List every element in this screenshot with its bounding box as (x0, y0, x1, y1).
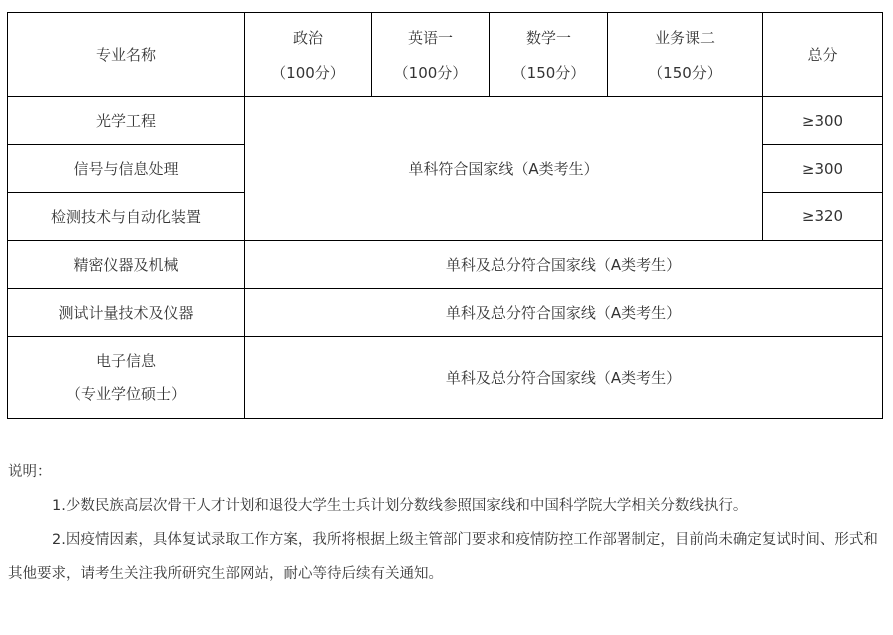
merged-requirement-cell: 单科符合国家线（A类考生） (245, 97, 763, 240)
header-math-score: （150分） (511, 63, 586, 82)
header-total: 总分 (763, 13, 883, 97)
header-professional-label: 业务课二 (654, 28, 715, 47)
score-table (7, 12, 883, 419)
header-english (372, 13, 490, 97)
note-item-2: 2.因疫情因素，具体复试录取工作方案，我所将根据上级主管部门要求和疫情防控工作部署制定，目前尚未确定复试时间、形式和其他要求，请考生关注我所研究生部网站，耐心等待后续有关通知。 (8, 532, 878, 582)
total-cell: ≥320 (763, 193, 883, 241)
major-name: 电子信息 (95, 352, 156, 371)
header-major: 专业名称 (8, 13, 245, 97)
major-cell: 测试计量技术及仪器 (8, 288, 245, 336)
requirement-cell: 单科及总分符合国家线（A类考生） (245, 240, 883, 288)
total-cell: ≥300 (763, 97, 883, 145)
header-english-score: （100分） (393, 63, 468, 82)
requirement-cell: 单科及总分符合国家线（A类考生） (245, 288, 883, 336)
notes-section (8, 455, 884, 591)
header-professional (608, 13, 763, 97)
header-math-label: 数学一 (525, 28, 571, 47)
total-cell: ≥300 (763, 145, 883, 193)
header-math (490, 13, 608, 97)
notes-title: 说明： (8, 464, 52, 480)
table-row (8, 240, 883, 288)
major-cell (8, 336, 245, 418)
note-item-1: 1.少数民族高层次骨干人才计划和退役大学生士兵计划分数线参照国家线和中国科学院大学相关分数线执行。 (52, 498, 748, 514)
table-row (8, 288, 883, 336)
major-cell: 精密仪器及机械 (8, 240, 245, 288)
requirement-cell: 单科及总分符合国家线（A类考生） (245, 336, 883, 418)
header-english-label: 英语一 (407, 28, 453, 47)
major-note: （专业学位硕士） (65, 385, 186, 404)
table-header-row (8, 13, 883, 97)
header-politics (245, 13, 372, 97)
header-professional-score: （150分） (648, 63, 722, 82)
table-row (8, 97, 883, 145)
major-cell: 光学工程 (8, 97, 245, 145)
table-row (8, 336, 883, 418)
header-politics-score: （100分） (271, 63, 345, 82)
major-cell: 信号与信息处理 (8, 145, 245, 193)
header-politics-label: 政治 (292, 28, 323, 47)
major-cell: 检测技术与自动化装置 (8, 193, 245, 241)
